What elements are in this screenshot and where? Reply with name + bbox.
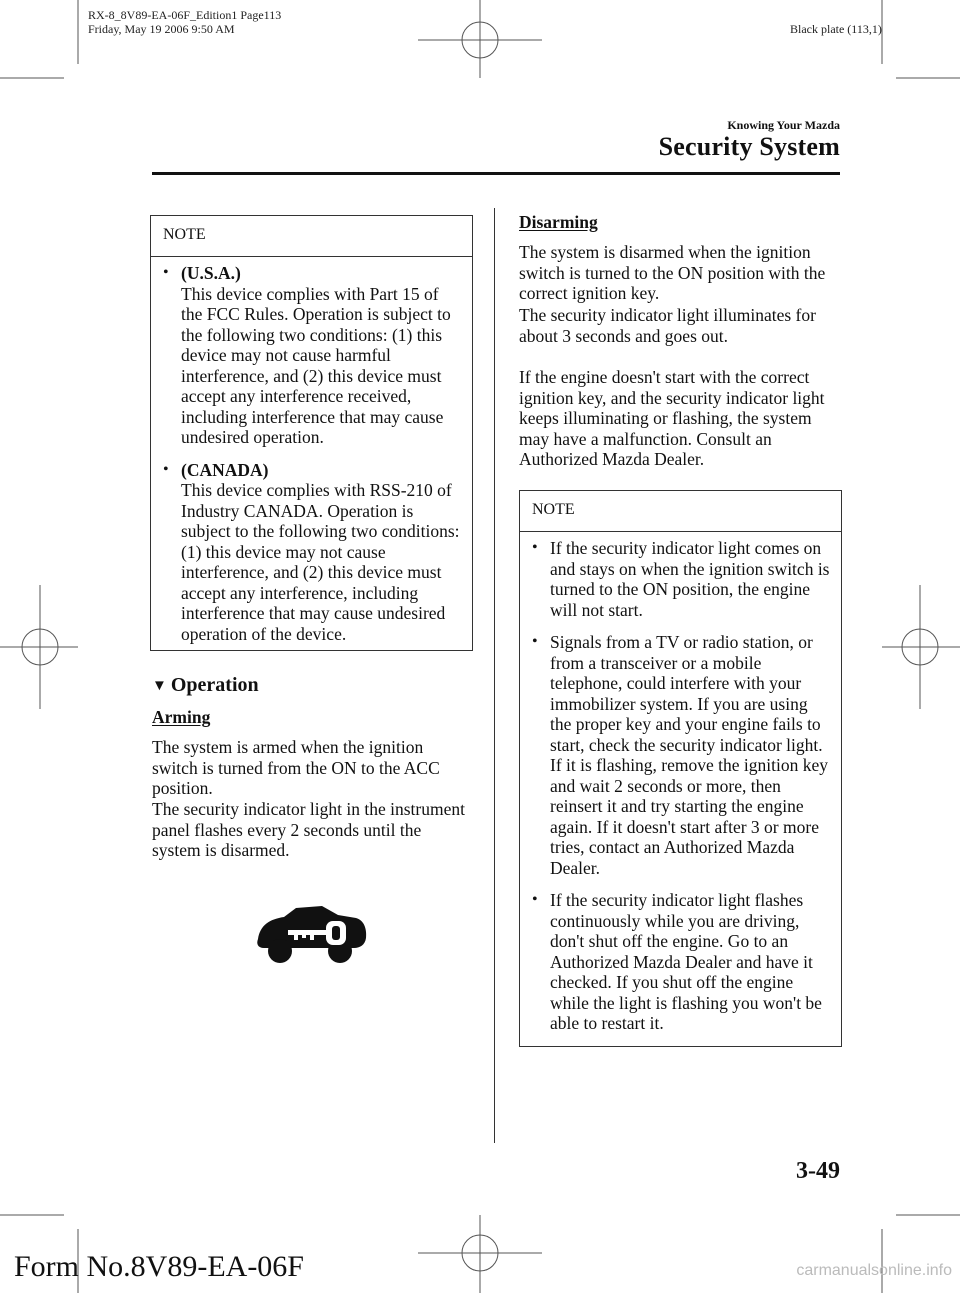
registration-mark-right [882, 585, 960, 709]
note-body [520, 532, 841, 1046]
section-marker-icon: ▼ [152, 678, 167, 694]
note-item-text: This device complies with Part 15 of the FCC Rules. Operation is subject to the following two conditions: (1) this device may not cause harmful interference, and (2) this device must accept any interference received, including interference that may cause undesired operation. [181, 283, 451, 447]
watermark: carmanualsonline.info [796, 1262, 952, 1279]
note-heading: NOTE [151, 216, 472, 257]
form-number: Form No.8V89-EA-06F [14, 1250, 304, 1283]
page-title: Security System [658, 132, 840, 161]
operation-heading-text: Operation [170, 674, 259, 696]
note-item-canada [161, 460, 464, 645]
registration-mark-top [418, 0, 542, 78]
note-item-text: This device complies with RSS-210 of Industry CANADA. Operation is subject to the following two conditions: (1) this device may not cause interference, and (2) this device must accept any interference, including interference that may cause undesired operation of the device. [181, 480, 460, 644]
column-divider [494, 208, 495, 1143]
note-item: • If the security indicator light comes on and stays on when the ignition switch is turned to the ON position, the engine will not start. [530, 538, 833, 620]
disarming-paragraph-1: The system is disarmed when the ignition switch is turned to the ON position with the correct ignition key. [519, 242, 826, 303]
security-indicator-car-key-icon [250, 905, 368, 967]
note-item-usa [161, 263, 464, 448]
arming-paragraph-1: The system is armed when the ignition switch is turned from the ON to the ACC position. [152, 737, 440, 798]
registration-mark-left [0, 585, 78, 709]
registration-mark-bottom [418, 1215, 542, 1293]
note-item-title: • (CANADA) [181, 459, 269, 480]
note-item-title: • (U.S.A.) [181, 263, 241, 283]
arming-heading: Arming [152, 707, 211, 727]
note-box-right [519, 490, 842, 1047]
note-box-left [150, 215, 473, 651]
operation-heading [152, 674, 259, 697]
print-file-name: RX-8_8V89-EA-06F_Edition1 Page113 [88, 8, 282, 22]
page-number: 3-49 [796, 1158, 840, 1184]
section-label: Knowing Your Mazda [727, 118, 840, 132]
plate-info: Black plate (113,1) [790, 22, 882, 36]
note-heading: NOTE [520, 491, 841, 532]
disarming-paragraph-2: The security indicator light illuminates for about 3 seconds and goes out. [519, 305, 816, 346]
note-body [151, 257, 472, 650]
note-item: • If the security indicator light flashes continuously while you are driving, don't shut off the engine. Go to an Authorized Mazda Dealer and have it checked. If you shut off the engine while the light is flashing you won't be able to restart it. [530, 890, 833, 1034]
disarming-paragraph-3: If the engine doesn't start with the correct ignition key, and the security indicator light keeps illuminating or flashing, the system may have a malfunction. Consult an Authorized Mazda Dealer. [519, 367, 825, 469]
note-item: • Signals from a TV or radio station, or from a transceiver or a mobile telephone, could interfere with your immobilizer system. If you are using the proper key and your engine fails to start, check the security indicator light. If it is flashing, remove the ignition key and wait 2 seconds or more, then reinsert it and try starting the engine again. If it doesn't start after 3 or more tries, contact an Authorized Mazda Dealer. [530, 632, 833, 878]
print-date: Friday, May 19 2006 9:50 AM [88, 22, 235, 36]
title-rule [152, 172, 840, 175]
disarming-heading: Disarming [519, 212, 598, 232]
arming-paragraph-2: The security indicator light in the instrument panel flashes every 2 seconds until the system is disarmed. [152, 799, 465, 860]
print-info [88, 8, 281, 36]
